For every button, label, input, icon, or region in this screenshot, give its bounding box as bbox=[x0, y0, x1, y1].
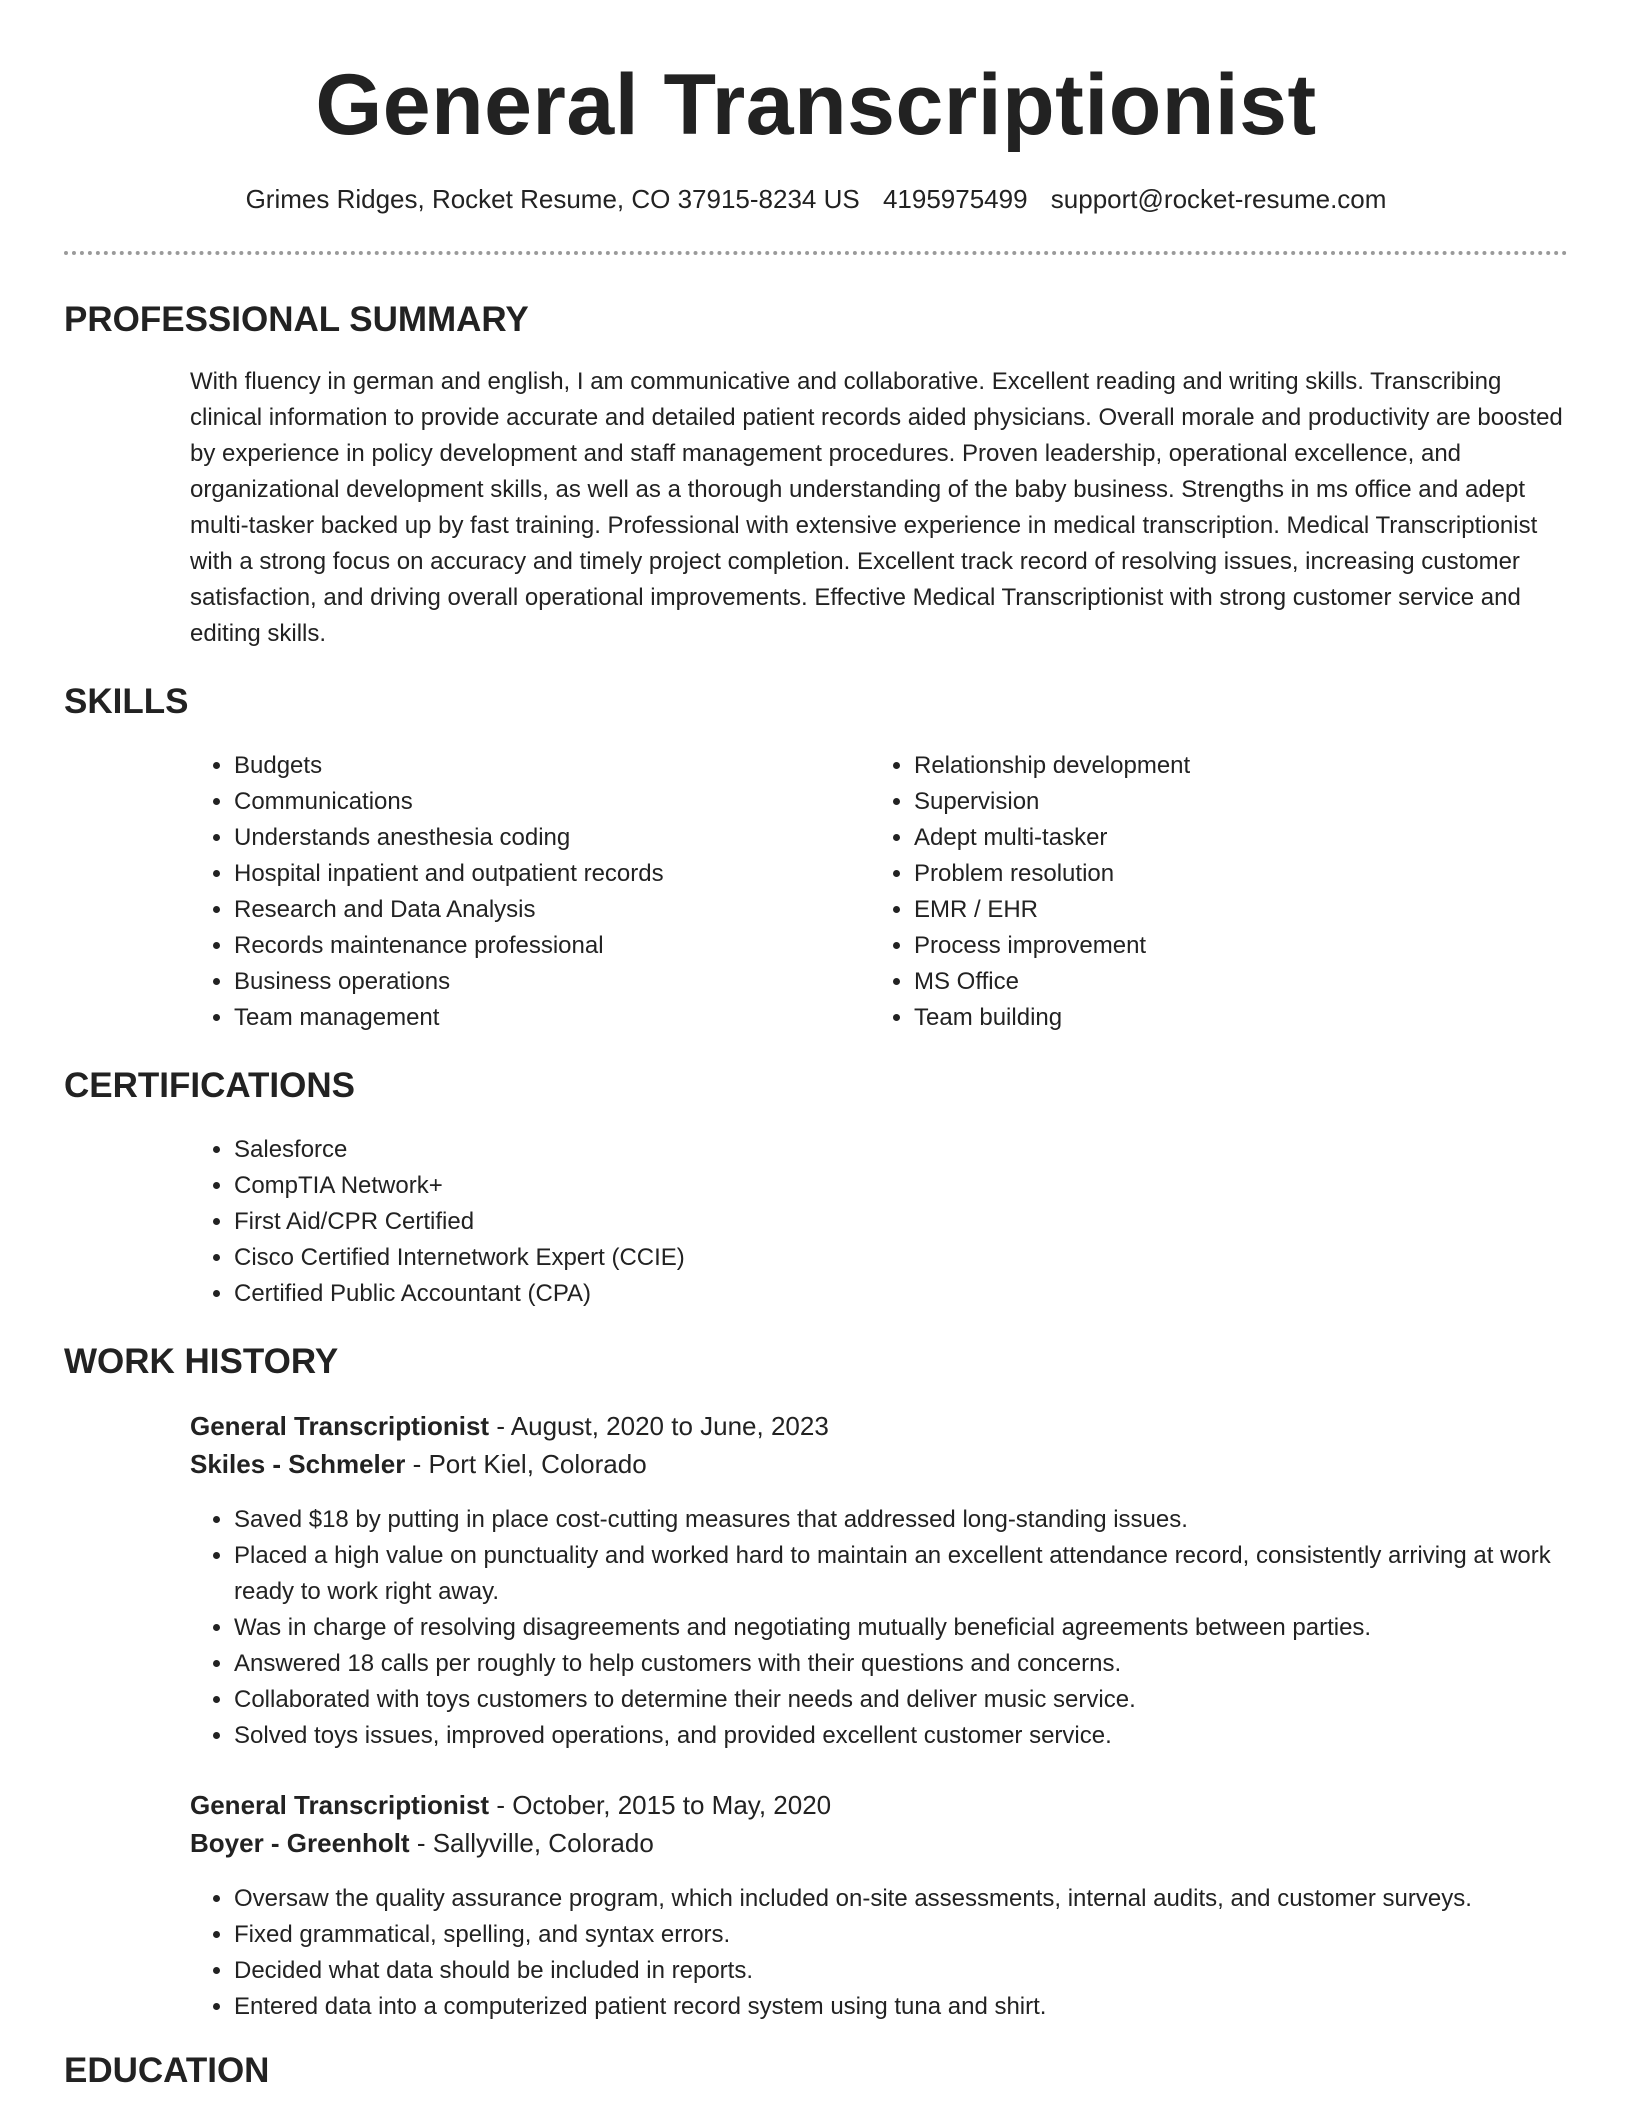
job-location: - Port Kiel, Colorado bbox=[405, 1449, 647, 1479]
job-role: General Transcriptionist bbox=[190, 1790, 490, 1820]
list-item: • Decided what data should be included in reports. bbox=[234, 1953, 1604, 1989]
list-item: • Team management bbox=[234, 1000, 854, 1036]
job-dates: - October, 2015 to May, 2020 bbox=[489, 1790, 832, 1820]
job-company: Boyer - Greenholt bbox=[190, 1828, 410, 1858]
job-company-line bbox=[190, 1824, 654, 1862]
list-item: • Fixed grammatical, spelling, and syntax errors. bbox=[234, 1917, 1604, 1953]
email: support@rocket-resume.com bbox=[1050, 184, 1387, 214]
list-item: • Adept multi-tasker bbox=[914, 820, 1594, 856]
certifications-list bbox=[190, 1132, 1594, 1312]
job-dates: - August, 2020 to June, 2023 bbox=[489, 1411, 829, 1441]
skills-list-left bbox=[190, 748, 854, 1036]
list-item: • Budgets bbox=[234, 748, 854, 784]
job-bullets bbox=[190, 1502, 1604, 1754]
section-title-certifications: CERTIFICATIONS bbox=[64, 1066, 356, 1105]
list-item: • Records maintenance professional bbox=[234, 928, 854, 964]
job-title-line bbox=[190, 1786, 831, 1824]
contact-line bbox=[0, 182, 1632, 216]
list-item: • First Aid/CPR Certified bbox=[234, 1204, 1594, 1240]
list-item: • Entered data into a computerized patient record system using tuna and shirt. bbox=[234, 1989, 1604, 2025]
list-item: • Supervision bbox=[914, 784, 1594, 820]
job-bullets bbox=[190, 1881, 1604, 2025]
section-title-work-history: WORK HISTORY bbox=[64, 1342, 339, 1381]
list-item: • Saved $18 by putting in place cost-cutting measures that addressed long-standing issues. bbox=[234, 1502, 1604, 1538]
list-item: • Salesforce bbox=[234, 1132, 1594, 1168]
section-title-summary: PROFESSIONAL SUMMARY bbox=[64, 300, 529, 339]
address: Grimes Ridges, Rocket Resume, CO 37915-8234 US bbox=[245, 184, 860, 214]
list-item: • Understands anesthesia coding bbox=[234, 820, 854, 856]
list-item: • Answered 18 calls per roughly to help customers with their questions and concerns. bbox=[234, 1646, 1604, 1682]
list-item: • Research and Data Analysis bbox=[234, 892, 854, 928]
job-location: - Sallyville, Colorado bbox=[409, 1828, 654, 1858]
list-item: • Process improvement bbox=[914, 928, 1594, 964]
job-company-line bbox=[190, 1445, 647, 1483]
list-item: • MS Office bbox=[914, 964, 1594, 1000]
list-item: • Relationship development bbox=[914, 748, 1594, 784]
section-title-education: EDUCATION bbox=[64, 2051, 270, 2090]
header-divider bbox=[64, 251, 1568, 255]
job-title-line bbox=[190, 1407, 829, 1445]
list-item: • Oversaw the quality assurance program, which included on-site assessments, internal audits, and customer surveys. bbox=[234, 1881, 1604, 1917]
section-title-skills: SKILLS bbox=[64, 682, 189, 721]
skills-list-right bbox=[870, 748, 1594, 1036]
list-item: • Placed a high value on punctuality and worked hard to maintain an excellent attendance record, consistently arriving at work ready to work right away. bbox=[234, 1538, 1604, 1610]
list-item: • Hospital inpatient and outpatient records bbox=[234, 856, 854, 892]
list-item: • EMR / EHR bbox=[914, 892, 1594, 928]
list-item: • Certified Public Accountant (CPA) bbox=[234, 1276, 1594, 1312]
summary-text: With fluency in german and english, I am communicative and collaborative. Excellent reading and writing skills. Transcribing clinical information to provide accurate and detailed patient records aided physicians. Overall morale and productivity are boosted by experience in policy development and staff management procedures. Proven leadership, operational excellence, and organizational development skills, as well as a thorough understanding of the baby business. Strengths in ms office and adept multi-tasker backed up by fast training. Professional with extensive experience in medical transcription. Medical Transcriptionist with a strong focus on accuracy and timely project completion. Excellent track record of resolving issues, increasing customer satisfaction, and driving overall operational improvements. Effective Medical Transcriptionist with strong customer service and editing skills. bbox=[190, 368, 1563, 647]
job-company: Skiles - Schmeler bbox=[190, 1449, 406, 1479]
list-item: • Cisco Certified Internetwork Expert (CCIE) bbox=[234, 1240, 1594, 1276]
list-item: • Collaborated with toys customers to determine their needs and deliver music service. bbox=[234, 1682, 1604, 1718]
job-role: General Transcriptionist bbox=[190, 1411, 490, 1441]
candidate-name: General Transcriptionist bbox=[315, 57, 1317, 153]
list-item: • Business operations bbox=[234, 964, 854, 1000]
list-item: • Solved toys issues, improved operations, and provided excellent customer service. bbox=[234, 1718, 1604, 1754]
list-item: • CompTIA Network+ bbox=[234, 1168, 1594, 1204]
list-item: • Team building bbox=[914, 1000, 1594, 1036]
phone: 4195975499 bbox=[882, 184, 1028, 214]
list-item: • Problem resolution bbox=[914, 856, 1594, 892]
list-item: • Was in charge of resolving disagreements and negotiating mutually beneficial agreements between parties. bbox=[234, 1610, 1604, 1646]
list-item: • Communications bbox=[234, 784, 854, 820]
